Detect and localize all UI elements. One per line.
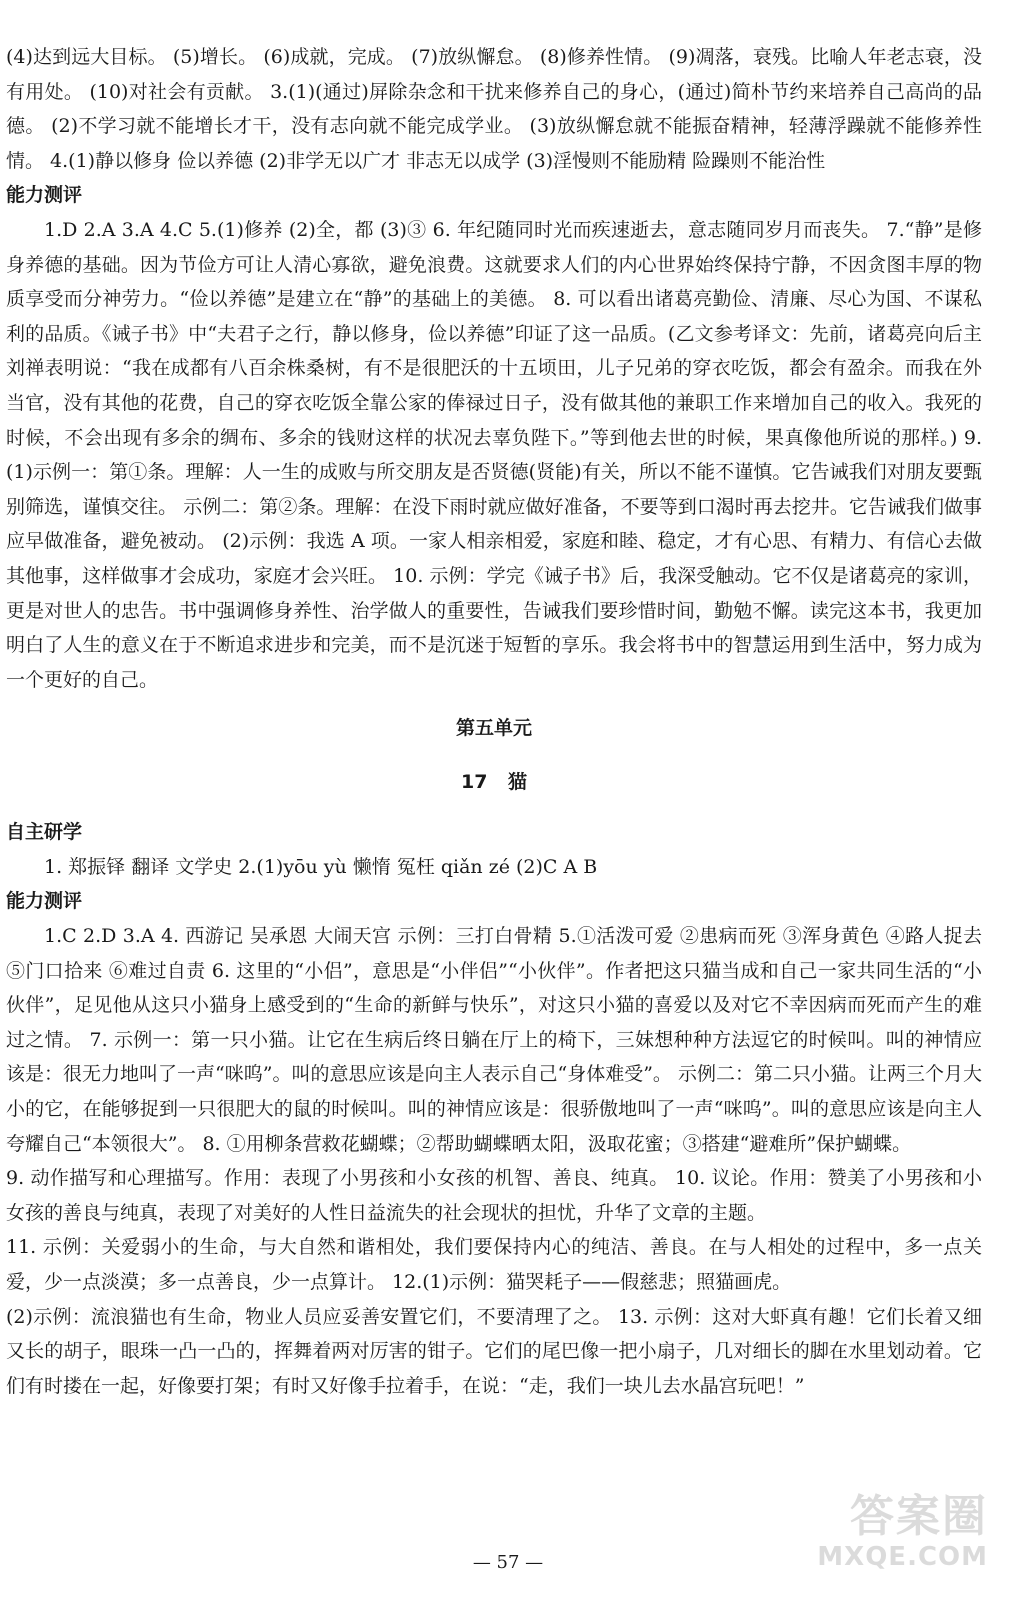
unit-title: 第五单元 <box>455 717 532 740</box>
section-heading-ability-test: 能力测评 <box>6 184 83 207</box>
answer-paragraph-cat-2: 9. 动作描写和心理描写。作用：表现了小男孩和小女孩的机智、善良、纯真。 10. 议论。作用：赞美了小男孩和小女孩的善良与纯真，表现了对美好的人性日益流失的社会现状的担忧，升华了文章的主题。 <box>6 1167 982 1224</box>
lesson-title: 17 猫 <box>460 771 528 794</box>
answer-paragraph-self-study: 1. 郑振铎 翻译 文学史 2.(1)yōu yù 懒惰 冤枉 qiǎn zé (2)C A B <box>44 855 598 878</box>
answer-paragraph-cat-1: 1.C 2.D 3.A 4. 西游记 吴承恩 大闹天宫 示例：三打白骨精 5.①活泼可爱 ②患病而死 ③浑身黄色 ④路人捉去 ⑤门口拾来 ⑥难过自责 6. 这里的“小侣”，意思是“小伴侣”“小伙伴”。作者把这只猫当成和自己一家共同生活的“小伙伴”，足见他从这只小猫身上感受到的“生命的新鲜与快乐”，对这只小猫的喜爱以及对它不幸因病而死而产生的难过之情。 7. 示例一：第一只小猫。让它在生病后终日躺在厅上的椅下，三妹想种种方法逗它的时候叫。叫的神情应该是：很无力地叫了一声“咪呜”。叫的意思应该是向主人表示自己“身体难受”。 示例二：第二只小猫。让两三个月大小的它，在能够捉到一只很肥大的鼠的时候叫。叫的神情应该是：很骄傲地叫了一声“咪呜”。叫的意思应该是向主人夸耀自己“本领很大”。 8. ①用柳条营救花蝴蝶；②帮助蝴蝶晒太阳，汲取花蜜；③搭建“避难所”保护蝴蝶。 <box>6 925 982 1155</box>
watermark-text: 答案圈 <box>850 1491 988 1542</box>
answer-paragraph-cat-4: (2)示例：流浪猫也有生命，物业人员应妥善安置它们，不要清理了之。 13. 示例：这对大虾真有趣！它们长着又细又长的胡子，眼珠一凸一凸的，挥舞着两对厉害的钳子。它们的尾巴像一把小扇子，几对细长的脚在水里划动着。它们有时搂在一起，好像要打架；有时又好像手拉着手，在说：“走，我们一块儿去水晶宫玩吧！” <box>6 1305 982 1397</box>
answer-paragraph-cat-3: 11. 示例：关爱弱小的生命，与大自然和谐相处，我们要保持内心的纯洁、善良。在与人相处的过程中，多一点关爱，少一点淡漠；多一点善良，少一点算计。 12.(1)示例：猫哭耗子——假慈悲；照猫画虎。 <box>6 1236 982 1293</box>
answer-paragraph-ability-test: 1.D 2.A 3.A 4.C 5.(1)修养 (2)全，都 (3)③ 6. 年纪随同时光而疾速逝去，意志随同岁月而丧失。 7.“静”是修身养德的基础。因为节俭方可让人清心寡欲，避免浪费。这就要求人们的内心世界始终保持宁静，不因贪图丰厚的物质享受而分神劳力。“俭以养德”是建立在“静”的基础上的美德。 8. 可以看出诸葛亮勤俭、清廉、尽心为国、不谋私利的品质。《诫子书》中“夫君子之行，静以修身，俭以养德”印证了这一品质。(乙文参考译文：先前，诸葛亮向后主刘禅表明说：“我在成都有八百余株桑树，有不是很肥沃的十五顷田，儿子兄弟的穿衣吃饭，都会有盈余。而我在外当官，没有其他的花费，自己的穿衣吃饭全靠公家的俸禄过日子，没有做其他的兼职工作来增加自己的收入。我死的时候，不会出现有多余的绸布、多余的钱财这样的状况去辜负陛下。”等到他去世的时候，果真像他所说的那样。) 9. (1)示例一：第①条。理解：人一生的成败与所交朋友是否贤德(贤能)有关，所以不能不谨慎。它告诫我们对朋友要甄别筛选，谨慎交往。 示例二：第②条。理解：在没下雨时就应做好准备，不要等到口渴时再去挖井。它告诫我们做事应早做准备，避免被动。 (2)示例：我选 A 项。一家人相亲相爱，家庭和睦、稳定，才有心思、有精力、有信心去做其他事，这样做事才会成功，家庭才会兴旺。 10. 示例：学完《诫子书》后，我深受触动。它不仅是诸葛亮的家训，更是对世人的忠告。书中强调修身养性、治学做人的重要性，告诫我们要珍惜时间，勤勉不懈。读完这本书，我更加明白了人生的意义在于不断追求进步和完美，而不是沉迷于短暂的享乐。我会将书中的智慧运用到生活中，努力成为一个更好的自己。 <box>6 218 982 691</box>
section-heading-ability-test-2: 能力测评 <box>6 890 83 913</box>
watermark-logo <box>798 1480 998 1580</box>
section-heading-self-study: 自主研学 <box>6 821 83 844</box>
answer-paragraph-continued: (4)达到远大目标。 (5)增长。 (6)成就，完成。 (7)放纵懈怠。 (8)修养性情。 (9)凋落，衰残。比喻人年老志衰，没有用处。 (10)对社会有贡献。 3.(1)(通过)屏除杂念和干扰来修养自己的身心，(通过)简朴节约来培养自己高尚的品德。 (2)不学习就不能增长才干，没有志向就不能完成学业。 (3)放纵懈怠就不能振奋精神，轻薄浮躁就不能修养性情。 4.(1)静以修身 俭以养德 (2)非学无以广才 非志无以成学 (3)淫慢则不能励精 险躁则不能治性 <box>6 46 982 172</box>
watermark-domain: MXQE.COM <box>817 1542 988 1572</box>
page-number: — 57 — <box>472 1552 544 1573</box>
